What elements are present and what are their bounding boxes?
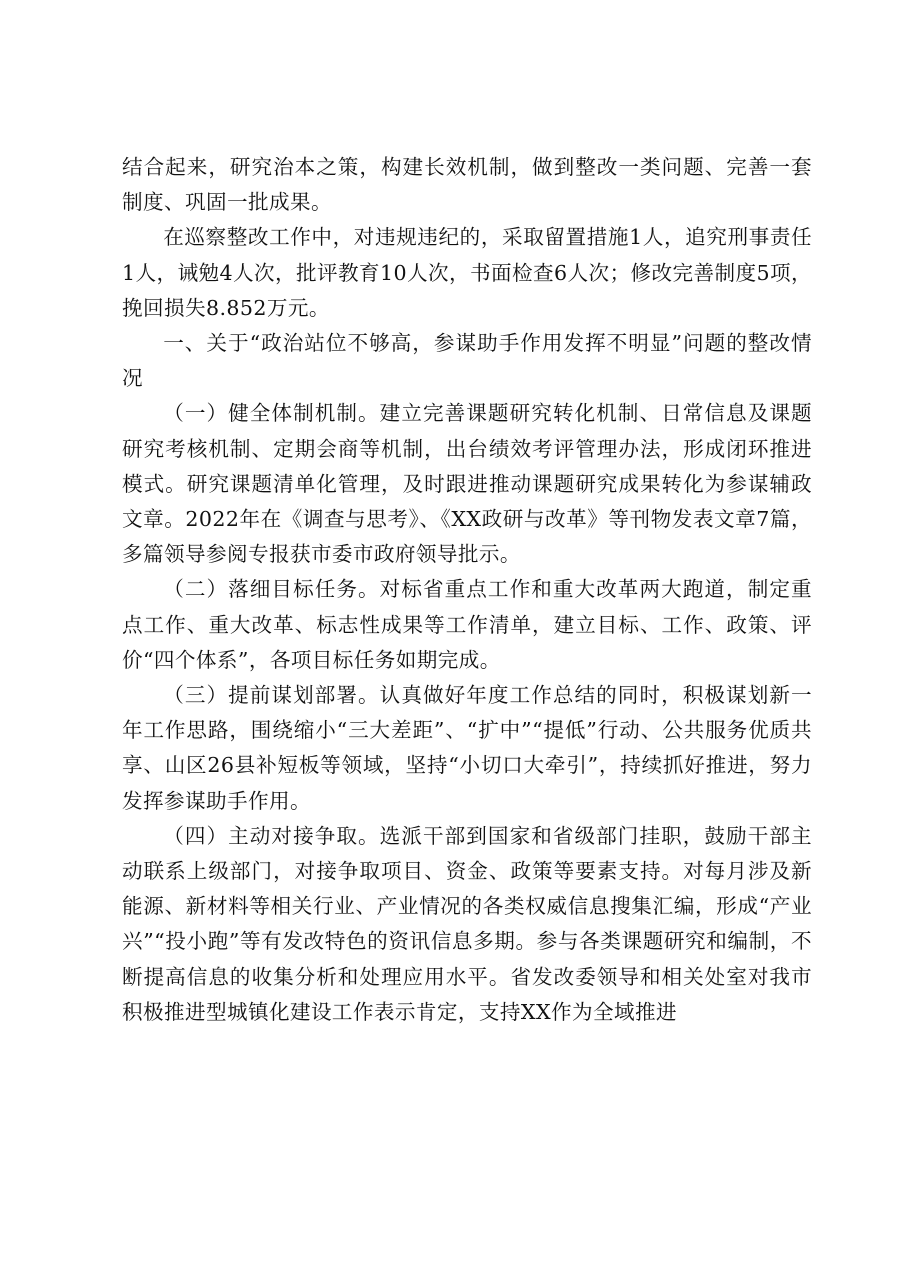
paragraph-continuation: 结合起来，研究治本之策，构建长效机制，做到整改一类问题、完善一套制度、巩固一批成果。	[122, 155, 812, 215]
paragraph-item-2: （二）落细目标任务。对标省重点工作和重大改革两大跑道，制定重点工作、重大改革、标志性成果等工作清单，建立目标、工作、政策、评价“四个体系”，各项目标任务如期完成。	[122, 577, 812, 672]
paragraph-inspection-summary: 在巡察整改工作中，对违规违纪的，采取留置措施1人，追究刑事责任1人，诫勉4人次，批评教育10人次，书面检查6人次；修改完善制度5项，挽回损失8.852万元。	[122, 225, 812, 320]
paragraph-item-1: （一）健全体制机制。建立完善课题研究转化机制、日常信息及课题研究考核机制、定期会商等机制，出台绩效考评管理办法，形成闭环推进模式。研究课题清单化管理，及时跟进推动课题研究成果转化为参谋辅政文章。2022年在《调查与思考》、《XX政研与改革》等刊物发表文章7篇，多篇领导参阅专报获市委市政府领导批示。	[122, 401, 812, 567]
document-body	[122, 150, 812, 1030]
section-heading-1: 一、关于“政治站位不够高，参谋助手作用发挥不明显”问题的整改情况	[122, 331, 812, 391]
paragraph-item-3: （三）提前谋划部署。认真做好年度工作总结的同时，积极谋划新一年工作思路，围绕缩小“三大差距”、“扩中”“提低”行动、公共服务优质共享、山区26县补短板等领域，坚持“小切口大牵引”，持续抓好推进，努力发挥参谋助手作用。	[122, 683, 812, 813]
paragraph-item-4: （四）主动对接争取。选派干部到国家和省级部门挂职，鼓励干部主动联系上级部门，对接争取项目、资金、政策等要素支持。对每月涉及新能源、新材料等相关行业、产业情况的各类权威信息搜集汇编，形成“产业兴”“投小跑”等有发改特色的资讯信息多期。参与各类课题研究和编制，不断提高信息的收集分析和处理应用水平。省发改委领导和相关处室对我市积极推进型城镇化建设工作表示肯定，支持XX作为全域推进	[122, 823, 812, 1024]
